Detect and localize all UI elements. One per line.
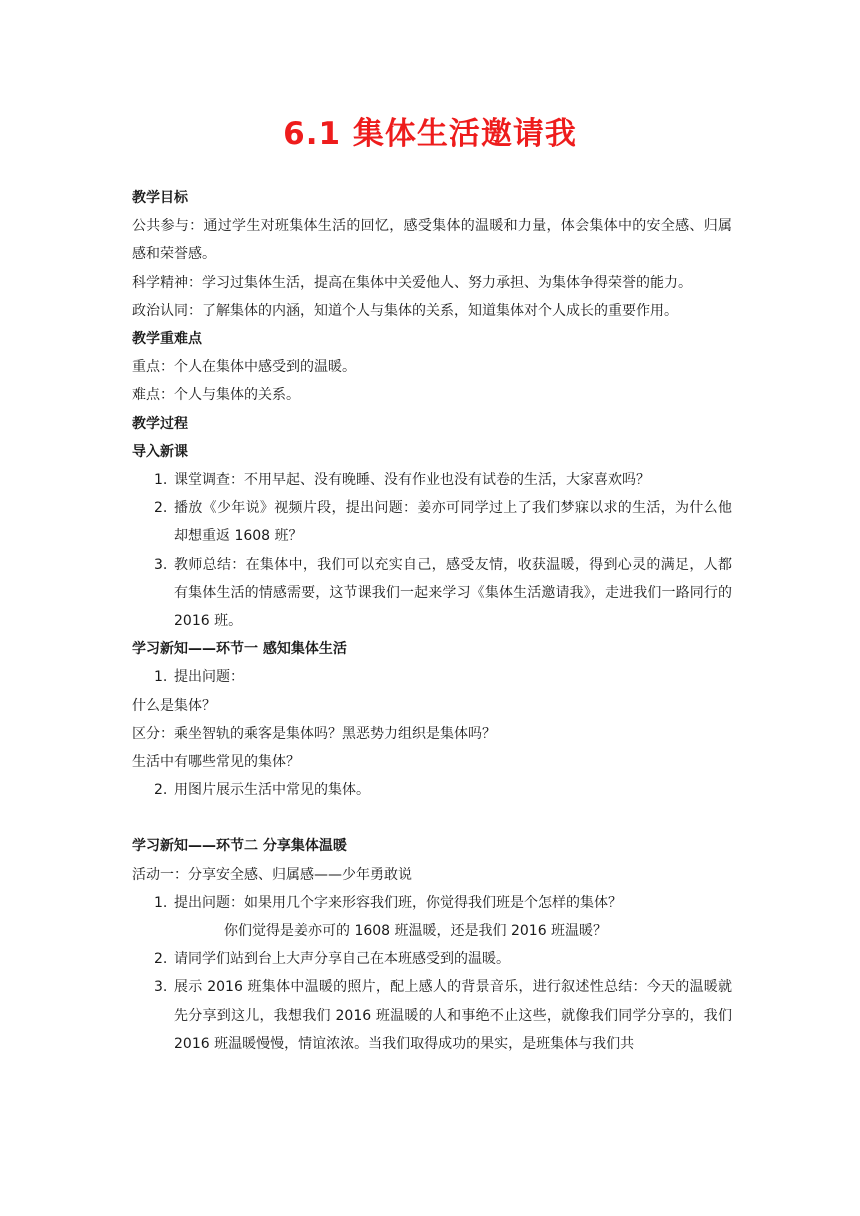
section1-question-3: 生活中有哪些常见的集体？ [132, 754, 300, 771]
section1-question-1: 什么是集体？ [132, 697, 216, 714]
document-body [132, 184, 732, 1058]
goal-public: 公共参与：通过学生对班集体生活的回忆，感受集体的温暖和力量，体会集体中的安全感、归属感和荣誉感。 [132, 218, 732, 263]
keypoint-difficult: 难点：个人与集体的关系。 [132, 387, 300, 404]
section2-heading: 学习新知——环节二 分享集体温暖 [132, 838, 347, 855]
list-number: 3. [154, 979, 168, 996]
list-text: 提出问题： [174, 669, 244, 686]
goal-politics: 政治认同：了解集体的内涵，知道个人与集体的关系，知道集体对个人成长的重要作用。 [132, 302, 678, 319]
list-text: 播放《少年说》视频片段，提出问题：姜亦可同学过上了我们梦寐以求的生活，为什么他却想重返 1608 班？ [174, 500, 732, 545]
blank-line [132, 804, 732, 832]
section1-question-2: 区分：乘坐智轨的乘客是集体吗？黑恶势力组织是集体吗？ [132, 725, 496, 742]
list-number: 1. [154, 669, 168, 686]
list-number: 1. [154, 472, 168, 489]
list-item [132, 551, 732, 636]
process-heading: 教学过程 [132, 415, 188, 432]
list-item [132, 973, 732, 1058]
list-item [132, 466, 732, 494]
list-number: 3. [154, 556, 168, 573]
list-item [132, 945, 732, 973]
section2-item1-sub: 你们觉得是姜亦可的 1608 班温暖，还是我们 2016 班温暖？ [224, 923, 608, 940]
list-item [132, 494, 732, 550]
list-text: 展示 2016 班集体中温暖的照片，配上感人的背景音乐，进行叙述性总结：今天的温暖就先分享到这儿，我想我们 2016 班温暖的人和事绝不止这些，就像我们同学分享的，我们 2016 班温暖慢慢，情谊浓浓。当我们取得成功的果实，是班集体与我们共 [174, 979, 732, 1052]
list-text: 提出问题：如果用几个字来形容我们班，你觉得我们班是个怎样的集体？ [174, 894, 622, 911]
list-number: 1. [154, 894, 168, 911]
goal-science: 科学精神：学习过集体生活，提高在集体中关爱他人、努力承担、为集体争得荣誉的能力。 [132, 274, 692, 291]
list-item [132, 889, 732, 917]
keypoints-heading: 教学重难点 [132, 331, 202, 348]
keypoint-key: 重点：个人在集体中感受到的温暖。 [132, 359, 356, 376]
intro-heading: 导入新课 [132, 443, 188, 460]
list-item [132, 663, 732, 691]
list-text: 请同学们站到台上大声分享自己在本班感受到的温暖。 [174, 951, 510, 968]
section1-heading: 学习新知——环节一 感知集体生活 [132, 641, 347, 658]
list-number: 2. [154, 500, 168, 517]
list-number: 2. [154, 782, 168, 799]
list-text: 用图片展示生活中常见的集体。 [174, 782, 370, 799]
list-number: 2. [154, 951, 168, 968]
goals-heading: 教学目标 [132, 190, 188, 206]
activity-1: 活动一：分享安全感、归属感——少年勇敢说 [132, 866, 412, 883]
list-text: 教师总结：在集体中，我们可以充实自己，感受友情，收获温暖，得到心灵的满足，人都有集体生活的情感需要，这节课我们一起来学习《集体生活邀请我》，走进我们一路同行的 2016 班。 [174, 556, 732, 630]
list-item [132, 776, 732, 804]
document-title: 6.1 集体生活邀请我 [283, 116, 577, 152]
list-text: 课堂调查：不用早起、没有晚睡、没有作业也没有试卷的生活，大家喜欢吗？ [174, 472, 650, 489]
